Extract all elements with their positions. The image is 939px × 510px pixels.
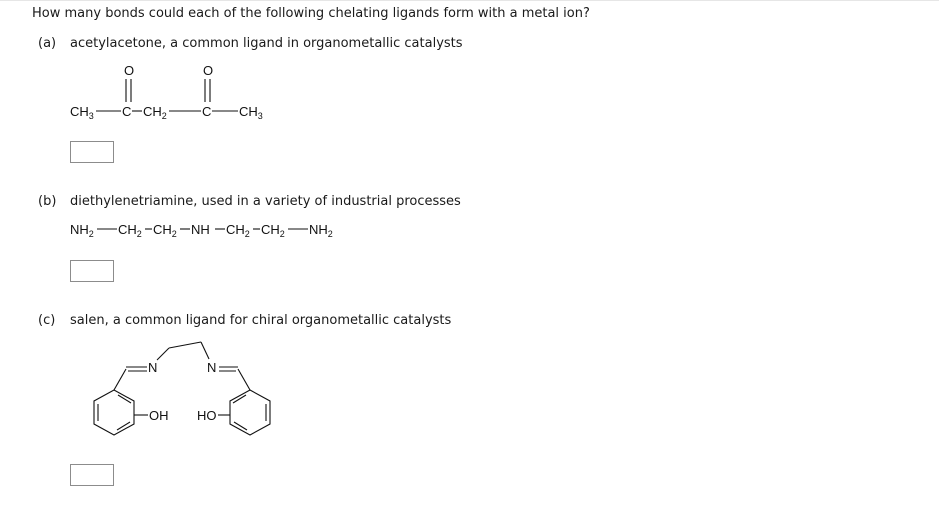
atom-ch2: $CH_2$: [143, 104, 167, 121]
atom-n-left: N: [148, 360, 158, 375]
atom-ch3-left: $CH_3$: [70, 104, 94, 121]
atom-n-right: N: [207, 360, 217, 375]
oxygen-label-2: O: [203, 63, 214, 78]
question-text: How many bonds could each of the following chelating ligands form with a metal ion?: [32, 6, 590, 21]
atom-ch2-3: $CH_2$: [226, 222, 250, 239]
ring-attachment-bond: [114, 369, 126, 390]
ring-double-bond: [234, 422, 247, 430]
atom-nh2-left: $NH_2$: [70, 222, 94, 239]
salen-structure: [60, 334, 310, 446]
ring-double-bond: [117, 422, 130, 430]
atom-ho: HO: [197, 408, 217, 423]
bridge-bond: [157, 348, 169, 360]
part-b-header: [38, 194, 461, 209]
answer-input-c[interactable]: [70, 464, 114, 486]
part-a-label: (a): [38, 36, 57, 51]
atom-ch2-4: $CH_2$: [261, 222, 285, 239]
part-a-description: acetylacetone, a common ligand in organometallic catalysts: [70, 36, 463, 51]
benzene-ring-right: [230, 390, 270, 435]
diethylenetriamine-structure: [60, 216, 360, 244]
atom-carbon-2: C: [202, 104, 212, 119]
atom-oh: OH: [149, 408, 169, 423]
benzene-ring-left: [94, 390, 134, 435]
atom-nh: NH: [191, 222, 210, 237]
atom-carbon-1: C: [122, 104, 132, 119]
acetylacetone-structure: [60, 62, 290, 122]
part-c-header: [38, 313, 451, 328]
part-c-label: (c): [38, 313, 56, 328]
atom-ch2-2: $CH_2$: [153, 222, 177, 239]
ring-attachment-bond: [238, 369, 250, 390]
part-c-description: salen, a common ligand for chiral organometallic catalysts: [70, 313, 452, 328]
answer-input-a[interactable]: [70, 141, 114, 163]
atom-nh2-right: $NH_2$: [309, 222, 333, 239]
bridge-bond: [201, 342, 209, 359]
part-a-header: [38, 36, 463, 51]
atom-ch3-right: $CH_3$: [239, 104, 263, 121]
oxygen-label-1: O: [124, 63, 135, 78]
top-divider: [0, 0, 939, 1]
bridge-bond: [169, 342, 201, 348]
answer-input-b[interactable]: [70, 260, 114, 282]
part-b-label: (b): [38, 194, 57, 209]
part-b-description: diethylenetriamine, used in a variety of industrial processes: [70, 194, 461, 209]
atom-ch2-1: $CH_2$: [118, 222, 142, 239]
